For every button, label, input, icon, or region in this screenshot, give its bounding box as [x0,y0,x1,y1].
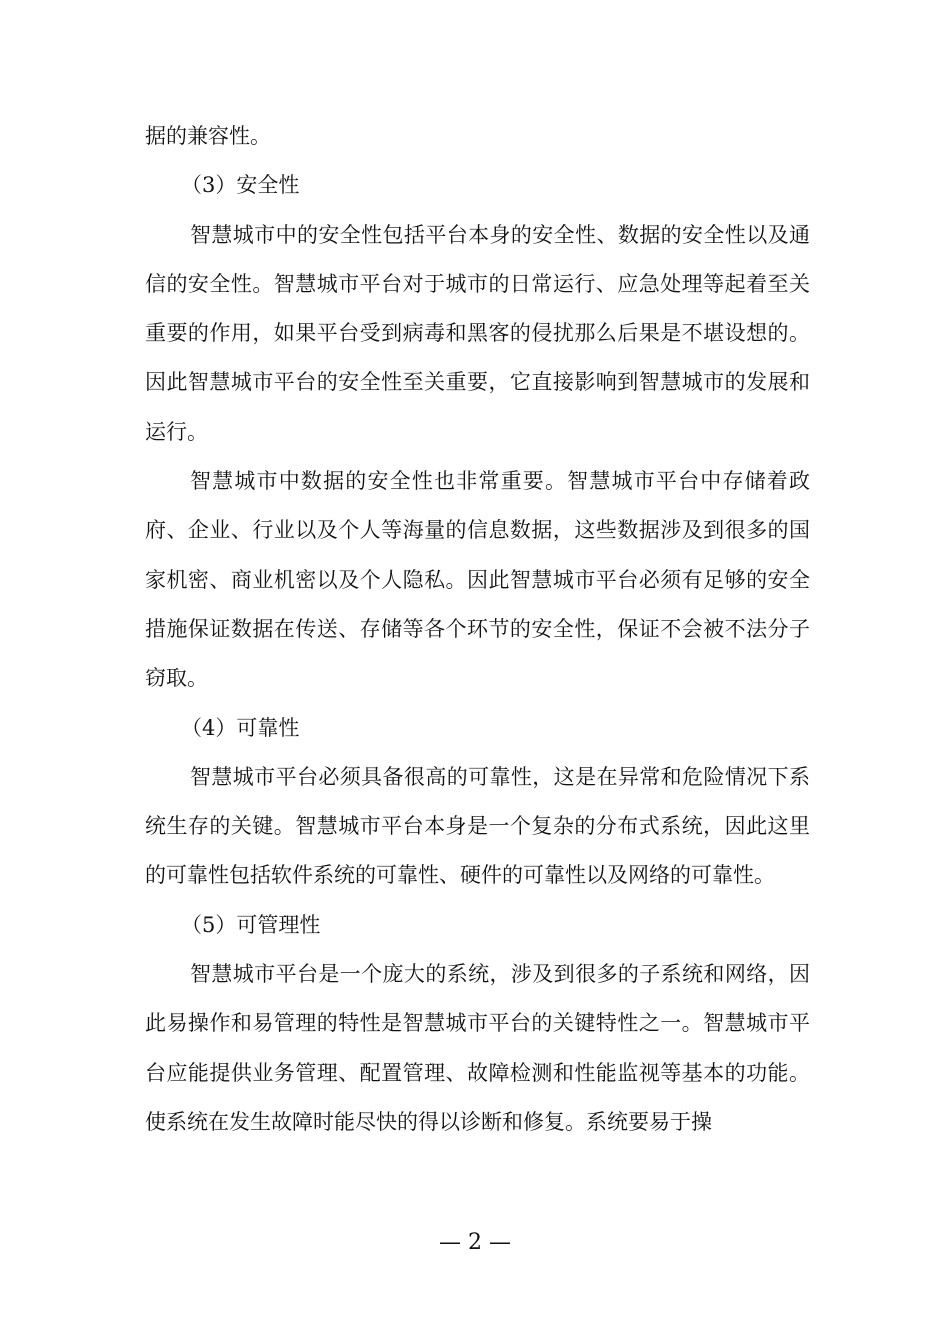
paragraph-manageability: 智慧城市平台是一个庞大的系统，涉及到很多的子系统和网络，因此易操作和易管理的特性是智慧城市平台的关键特性之一。智慧城市平台应能提供业务管理、配置管理、故障检测和性能监视等基本的功能。使系统在发生故障时能尽快的得以诊断和修复。系统要易于操 [145,962,810,1134]
paragraph-data-security: 智慧城市中数据的安全性也非常重要。智慧城市平台中存储着政府、企业、行业以及个人等海量的信息数据，这些数据涉及到很多的国家机密、商业机密以及个人隐私。因此智慧城市平台必须有足够的安全措施保证数据在传送、存储等各个环节的安全性，保证不会被不法分子窃取。 [145,469,810,691]
section-heading-reliability: （4）可靠性 [181,715,300,740]
paragraph-reliability: 智慧城市平台必须具备很高的可靠性，这是在异常和危险情况下系统生存的关键。智慧城市平台本身是一个复杂的分布式系统，因此这里的可靠性包括软件系统的可靠性、硬件的可靠性以及网络的可靠性。 [145,764,810,888]
section-heading-security: （3）安全性 [181,173,300,198]
section-heading-manageability: （5）可管理性 [181,912,321,937]
paragraph-security-overview: 智慧城市中的安全性包括平台本身的安全性、数据的安全性以及通信的安全性。智慧城市平台对于城市的日常运行、应急处理等起着至关重要的作用，如果平台受到病毒和黑客的侵扰那么后果是不堪设想的。因此智慧城市平台的安全性至关重要，它直接影响到智慧城市的发展和运行。 [145,222,810,444]
page-number: — 2 — [439,1230,511,1255]
paragraph-continuation: 据的兼容性。 [145,124,271,148]
document-body [145,112,810,1147]
